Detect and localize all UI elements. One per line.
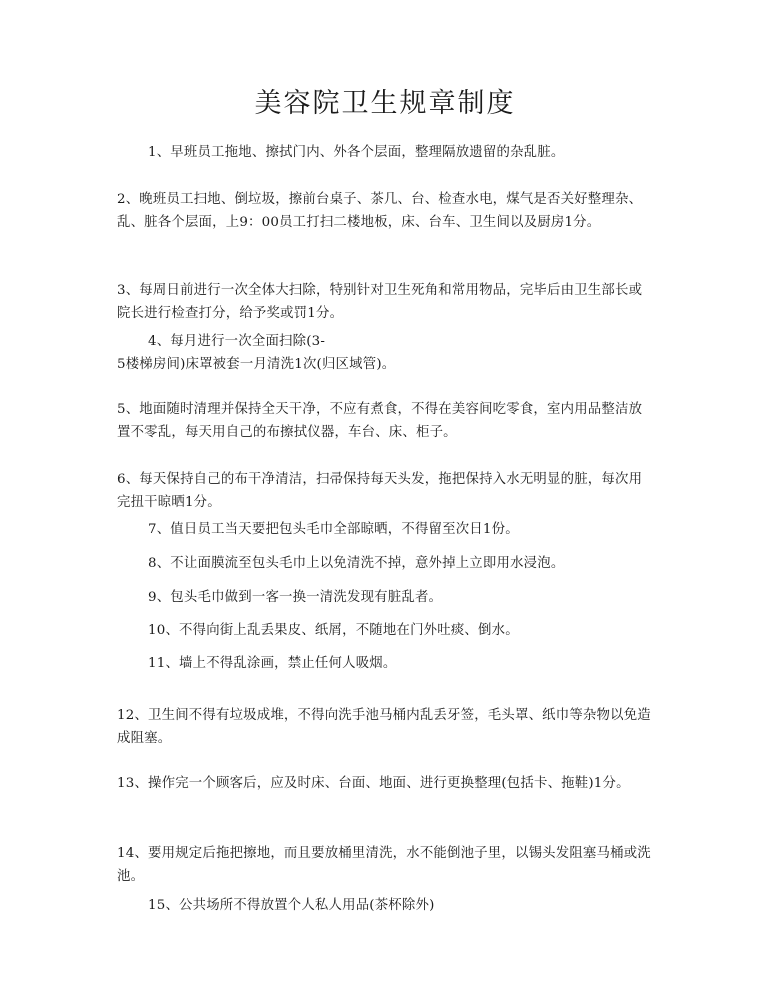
rule-item-9: 9、包头毛巾做到一客一换一清洗发现有脏乱者。 (148, 590, 443, 605)
rule-item-11: 11、墙上不得乱涂画，禁止任何人吸烟。 (148, 656, 397, 671)
rule-item-12: 12、卫生间不得有垃圾成堆，不得向洗手池马桶内乱丢牙签，毛头罩、纸巾等杂物以免造成阻塞。 (117, 708, 651, 746)
rule-item-4 (117, 331, 653, 376)
rule-item-6: 6、每天保持自己的布干净清洁，扫帚保持每天头发，拖把保持入水无明显的脏，每次用完扭干晾晒1分。 (117, 472, 643, 510)
rule-item-8: 8、不让面膜流至包头毛巾上以免清洗不掉，意外掉上立即用水浸泡。 (148, 556, 565, 571)
rule-item-14: 14、要用规定后拖把擦地，而且要放桶里清洗，水不能倒池子里，以锡头发阻塞马桶或洗池。 (117, 846, 651, 884)
rule-item-2: 2、晚班员工扫地、倒垃圾，擦前台桌子、茶几、台、检查水电，煤气是否关好整理杂、乱、脏各个层面，上9：00员工打扫二楼地板，床、台车、卫生间以及厨房1分。 (117, 192, 643, 230)
rule-item-10: 10、不得向街上乱丢果皮、纸屑，不随地在门外吐痰、倒水。 (148, 623, 519, 638)
rule-item-1: 1、早班员工拖地、擦拭门内、外各个层面，整理隔放遗留的杂乱脏。 (148, 145, 565, 160)
rule-item-15: 15、公共场所不得放置个人私人用品(茶杯除外) (148, 898, 435, 913)
rule-item-4-line-2: 5楼梯房间)床罩被套一月清洗1次(归区域管)。 (117, 356, 396, 372)
rule-item-3: 3、每周日前进行一次全体大扫除，特别针对卫生死角和常用物品，完毕后由卫生部长或院长进行检查打分，给予奖或罚1分。 (117, 283, 643, 321)
rule-item-7: 7、值日员工当天要把包头毛巾全部晾晒，不得留至次日1份。 (148, 522, 519, 537)
rule-item-13: 13、操作完一个顾客后，应及时床、台面、地面、进行更换整理(包括卡、拖鞋)1分。 (117, 776, 630, 791)
page-title: 美容院卫生规章制度 (254, 88, 516, 119)
rule-item-5: 5、地面随时清理并保持全天干净，不应有煮食，不得在美容间吃零食，室内用品整洁放置不零乱，每天用自己的布擦拭仪器，车台、床、柜子。 (117, 402, 643, 440)
rule-item-4-line-1: 4、每月进行一次全面扫除(3- (148, 334, 326, 349)
